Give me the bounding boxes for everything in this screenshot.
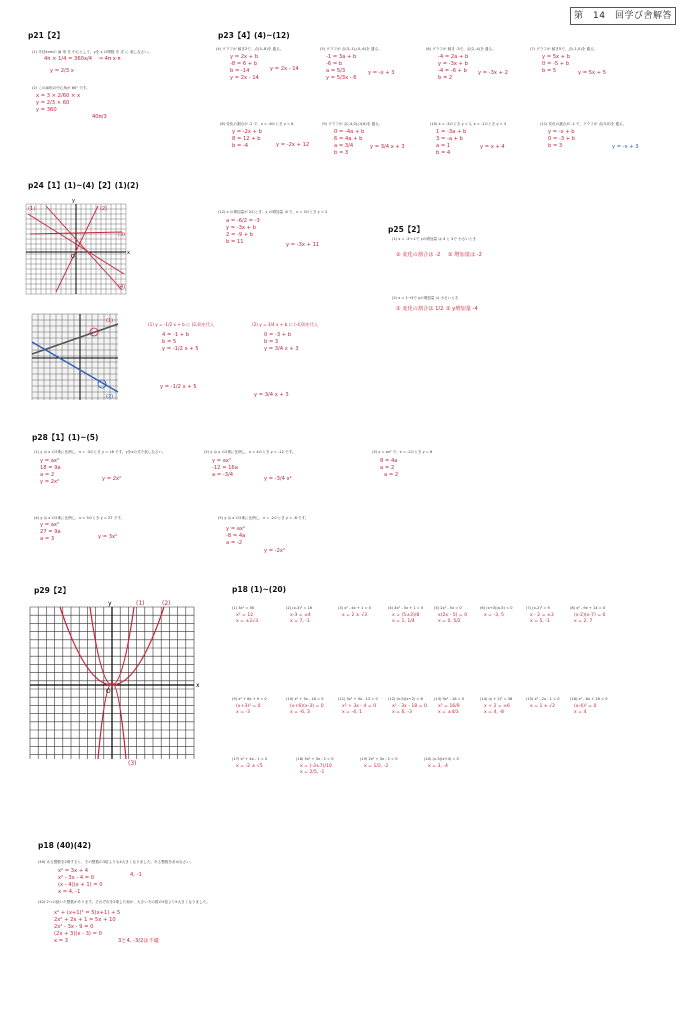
- p24-graph-1-line-4: [46, 206, 122, 290]
- p18-work: x + 2 = ±6 x = 4, -8: [484, 704, 510, 715]
- section-label-p28: p28【1】(1)~(5): [32, 433, 99, 442]
- p25-q2-answer-1: ① 変化の割合は 1/2: [396, 306, 444, 312]
- p18-work: x - 2 = ±3 x = 5, -1: [530, 613, 554, 624]
- p21-question-2: (2) この扇形の中心角が 60° です。: [32, 86, 90, 90]
- p28-answer-4: y = 3x²: [98, 534, 118, 540]
- p18-question: (20) (x-3)(x+4) = 0: [424, 757, 459, 761]
- p18-work: x² = 12 x = ±2√3: [236, 613, 259, 624]
- p18-work: x = -2 ± √5: [236, 764, 263, 769]
- p28-question-2: (2) y は x の2乗に比例し、x = 4のとき y = -12 です。: [204, 450, 296, 454]
- p23-ans-4: y = 2x - 14: [270, 66, 299, 72]
- section-label-p25: p25【2】: [388, 225, 425, 234]
- p18-question: (7) (x-2)² = 9: [526, 606, 550, 610]
- p23-work-6: -4 = 2a + b y = -3x + b -4 = -6 + b b = 2: [438, 54, 469, 81]
- p24-graph-1-axis-y-label: y: [72, 198, 75, 204]
- p18-question: (4) 4x² - 5x + 1 = 0: [388, 606, 424, 610]
- p18-question: (14) (x + 2)² = 36: [480, 697, 513, 701]
- section-label-p29: p29【2】: [34, 586, 71, 595]
- section-label-p24: p24【1】(1)~(4)【2】(1)(2): [28, 181, 139, 190]
- p23-ans-9: y = 3/4 x + 3: [370, 144, 405, 150]
- p23-work-4: y = 2x + b -8 = 6 + b b = -14 y = 2x - 14: [230, 54, 259, 81]
- p18-work: (x-4)² = 0 x = 4: [574, 704, 597, 715]
- p24-graph-1-label-3: (3): [118, 232, 126, 238]
- p18-work: x² - 3x - 18 = 0 x = 6, -3: [392, 704, 427, 715]
- p18-question: (16) x² - 8x + 16 = 0: [570, 697, 608, 701]
- p24-graph-1-label-4: (4): [118, 284, 126, 290]
- p24-graph-1-label-2: (2): [100, 206, 108, 212]
- p18-work-40: x² = 3x + 4 x² - 3x - 4 = 0 (x - 4)(x + 1) = 0 x = 4, -1: [58, 868, 103, 895]
- p23-work-11: y = -x + b 0 = -3 + b b = 3: [548, 129, 576, 149]
- p24-graph-1-axis-x-label: x: [127, 250, 130, 256]
- p28-question-5: (5) y は x の2乗に比例し、x = -2のとき y = -8 です。: [218, 516, 309, 520]
- p28-answer-3: a = 2: [384, 472, 399, 478]
- p28-question-3: (3) y = ax² で、x = -2のとき y = 8: [372, 450, 433, 454]
- p29-origin-label: O: [106, 688, 111, 695]
- p23-work-8: y = -2x + b 8 = 12 + b b = -4: [232, 129, 262, 149]
- p25-q1-answer-1: ① 変化の割合は -2: [396, 252, 441, 258]
- p23-ans-5: y = -x + 3: [368, 70, 395, 76]
- p23-ans-7: y = 5x + 5: [578, 70, 607, 76]
- p28-answer-5: y = -2x²: [264, 548, 286, 554]
- p24-ans1-answer: y = -1/2 x + 5: [160, 384, 197, 390]
- p23-work-9: 0 = -4a + b 6 = 4a + b a = 3/4 b = 3: [334, 129, 365, 156]
- p18-work: x = 2 ± √3: [342, 613, 368, 618]
- p24-graph-2: [32, 314, 118, 400]
- p23-work-12: a = -6/2 = -3 y = -3x + b 2 = -9 + b b = 11: [226, 218, 260, 245]
- p23-ans-12: y = -3x + 11: [286, 242, 320, 248]
- p18-work: x² = 16/9 x = ±4/3: [438, 704, 460, 715]
- p23-q11: (11) 変化の割合が -1 で、グラフが 点(3,0)を 通る。: [540, 122, 627, 126]
- p29-curve-label-1: (1): [136, 600, 145, 607]
- p21-question-1: (1) 半径4cmの 扇 形 を 中心として、yを x の関数 を 式 に 表しなさい。: [32, 50, 152, 54]
- p18-question-40: (40) ある整数を2乗すると、その整数の3倍よりも4大きくなりました。ある整数を求めなさい。: [38, 860, 194, 864]
- section-label-p23: p23【4】(4)~(12): [218, 31, 290, 40]
- p24-ans2-title: (2) y = 3/4 x + b に (-4,0)を代入: [252, 322, 319, 327]
- p18-work: (x-2)(x-7) = 0 x = 2, 7: [574, 613, 606, 624]
- p21-answer-2: 40π/3: [92, 114, 107, 120]
- p18-work: (x+3)² = 0 x = -3: [236, 704, 261, 715]
- p23-work-7: y = 5x + b 0 = -5 + b b = 5: [542, 54, 571, 74]
- p23-q5: (5) グラフが 点(3,-1),(0,-6)を 通る。: [320, 47, 382, 51]
- p23-q12: (12) x の増加量が 2のとき、y の増加量 -6 で、x = 3のとき y = 2: [218, 210, 328, 214]
- p25-question-2: (2) x = 1→3で yの増加量 は 小さいとき: [392, 296, 459, 300]
- p28-answer-2: y = -3/4 x²: [264, 476, 292, 482]
- p23-ans-10: y = x + 4: [480, 144, 505, 150]
- p18-question: (1) 3x² = 36: [232, 606, 254, 610]
- p25-q1-answer-2: ② 増加量は -2: [448, 252, 482, 258]
- p18-question: (11) 3x² + 9x - 12 = 0: [338, 697, 378, 701]
- p18-work: x = 1/2, -2: [364, 764, 389, 769]
- p23-ans-8: y = -2x + 12: [276, 142, 310, 148]
- p24-graph-2-label-1: (1): [106, 318, 114, 324]
- p28-question-4: (4) y は x の2乗に比例し、x = 3のとき y = 27 です。: [34, 516, 125, 520]
- p23-q6: (6) グラフが 傾き -3で、点(2,-4)を 通る。: [426, 47, 496, 51]
- p18-work: x = (-3±7)/10 x = 2/5, -1: [300, 764, 332, 775]
- p29-axis-y-label: y: [108, 600, 112, 607]
- p18-work: (x+6)(x-3) = 0 x = -6, 3: [290, 704, 324, 715]
- p23-work-10: 1 = -3a + b 3 = -a + b a = 1 b = 4: [436, 129, 467, 156]
- p24-graph-1-label-1: (1): [28, 206, 36, 212]
- p18-question: (10) x² + 3x - 18 = 0: [286, 697, 324, 701]
- p23-ans-11: y = -x + 3: [612, 144, 639, 150]
- p24-graph-2-label-2: (2): [106, 394, 114, 400]
- p21-work-1: 4π × 1/4 = 360x/4 ⇒ 4π x·π: [44, 56, 121, 62]
- section-label-p18b: p18 (40)(42): [38, 841, 92, 850]
- p28-work-4: y = ax² 27 = 9a a = 3: [40, 522, 61, 542]
- p23-work-5: -1 = 3a + b -6 = b a = 5/3 y = 5/3x - 6: [326, 54, 357, 81]
- p28-question-1: (1) y は x の2乗に比例し、x = -3のとき y = 18 です。yをxの式で表しなさい。: [34, 450, 166, 454]
- p23-q9: (9) グラフが 点(-4,0),(4,6)を 通る。: [322, 122, 383, 126]
- p18-question: (5) 2x² - 5x = 0: [434, 606, 462, 610]
- p28-work-2: y = ax² -12 = 16a a = -3/4: [212, 458, 238, 478]
- p18-work: x(2x - 5) = 0 x = 0, 5/2: [438, 613, 468, 624]
- p23-q10: (10) x = -3のとき y = 1, x = -1のとき y = 3: [430, 122, 507, 126]
- p18-question: (8) x² - 9x + 14 = 0: [570, 606, 606, 610]
- p23-ans-6: y = -3x + 2: [478, 70, 508, 76]
- p18-question: (3) x² - 4x + 1 = 0: [338, 606, 371, 610]
- p24-ans2-answer: y = 3/4 x + 3: [254, 392, 289, 398]
- p23-q4: (4) グラフが 傾き2で、点(3,-8)を 通る。: [216, 47, 284, 51]
- p29-graph: [30, 600, 200, 767]
- p28-answer-1: y = 2x²: [102, 476, 122, 482]
- p18-question: (17) x² + 4x - 1 = 0: [232, 757, 268, 761]
- p18-question-42: (42) 2つの続いた整数があります。それぞれを2乗した和が、大きい方の数の5倍より5大きくなりました。: [38, 900, 210, 904]
- p25-q2-answer-2: ② y増加量 -4: [446, 306, 478, 312]
- p18-question: (19) 2x² + 3x - 2 = 0: [360, 757, 398, 761]
- p18-answer-42: 3と4, -3/2は不適: [118, 938, 159, 944]
- section-label-p18a: p18 (1)~(20): [232, 585, 287, 594]
- p24-graph-1-origin-label: O: [71, 254, 75, 260]
- p29-axis-x-label: x: [196, 682, 200, 689]
- p18-work: x = (5±3)/8 x = 1, 1/4: [392, 613, 420, 624]
- p24-ans2-work: 0 = -3 + b b = 3 y = 3/4 x + 3: [264, 332, 299, 352]
- p24-graph-1: [26, 198, 130, 294]
- p18-work: x-3 = ±4 x = 7, -1: [290, 613, 311, 624]
- p18-work: x = 3, -4: [428, 764, 448, 769]
- p18-question: (2) (x-3)² = 16: [286, 606, 313, 610]
- p21-work-2: x = 3 × 2/60 × x y = 2/3 × 60 y = 360: [36, 93, 81, 113]
- p23-q8: (8) 変化の割合が -2 で、x = -6のとき y = 8: [220, 122, 294, 126]
- p18-question: (18) 5x² + 3x - 2 = 0: [296, 757, 334, 761]
- p18-question: (12) (x-5)(x+2) = 8: [388, 697, 423, 701]
- p18-question: (9) x² + 6x + 9 = 0: [232, 697, 267, 701]
- p25-question-1: (1) x = -3→-1で yの増加量 は 4 と 2で 小さいとき: [392, 237, 477, 241]
- p29-curve-label-2: (2): [162, 600, 171, 607]
- section-label-p21: p21【2】: [28, 31, 65, 40]
- p18-work: x = 1 ± √2: [530, 704, 556, 709]
- p18-answer-40: 4, -1: [130, 872, 142, 878]
- p24-ans1-work: 4 = -1 + b b = 5 y = -1/2 x + 5: [162, 332, 199, 352]
- p18-work: x = -3, 5: [484, 613, 504, 618]
- p18-work: x² + 3x - 4 = 0 x = -4, 1: [342, 704, 377, 715]
- p18-work-42: x² + (x+1)² = 5(x+1) + 5 2x² + 2x + 1 = 5x + 10 2x² - 3x - 9 = 0 (2x + 3)(x - 3) = 0 x = 3: [54, 910, 121, 944]
- p29-curve-label-3: (3): [128, 760, 137, 767]
- page-header-title: 第 14 回学び舎解答: [570, 7, 676, 25]
- p18-question: (13) 9x² - 16 = 0: [434, 697, 465, 701]
- p21-answer-1: y = 2/3 x: [50, 68, 74, 74]
- p28-work-3: 8 = 4a a = 2: [380, 458, 398, 471]
- p18-question: (6) (x+3)(x-5) = 0: [480, 606, 513, 610]
- p23-q7: (7) グラフが 傾き5で、点(-1,0)を 通る。: [530, 47, 598, 51]
- p28-work-5: y = ax² -8 = 4a a = -2: [226, 526, 246, 546]
- p28-work-1: y = ax² 18 = 9a a = 2 y = 2x²: [40, 458, 61, 485]
- p18-question: (15) x² - 2x - 1 = 0: [526, 697, 560, 701]
- p24-ans1-title: (1) y = -1/2 x + b に (2,4)を代入: [148, 322, 215, 327]
